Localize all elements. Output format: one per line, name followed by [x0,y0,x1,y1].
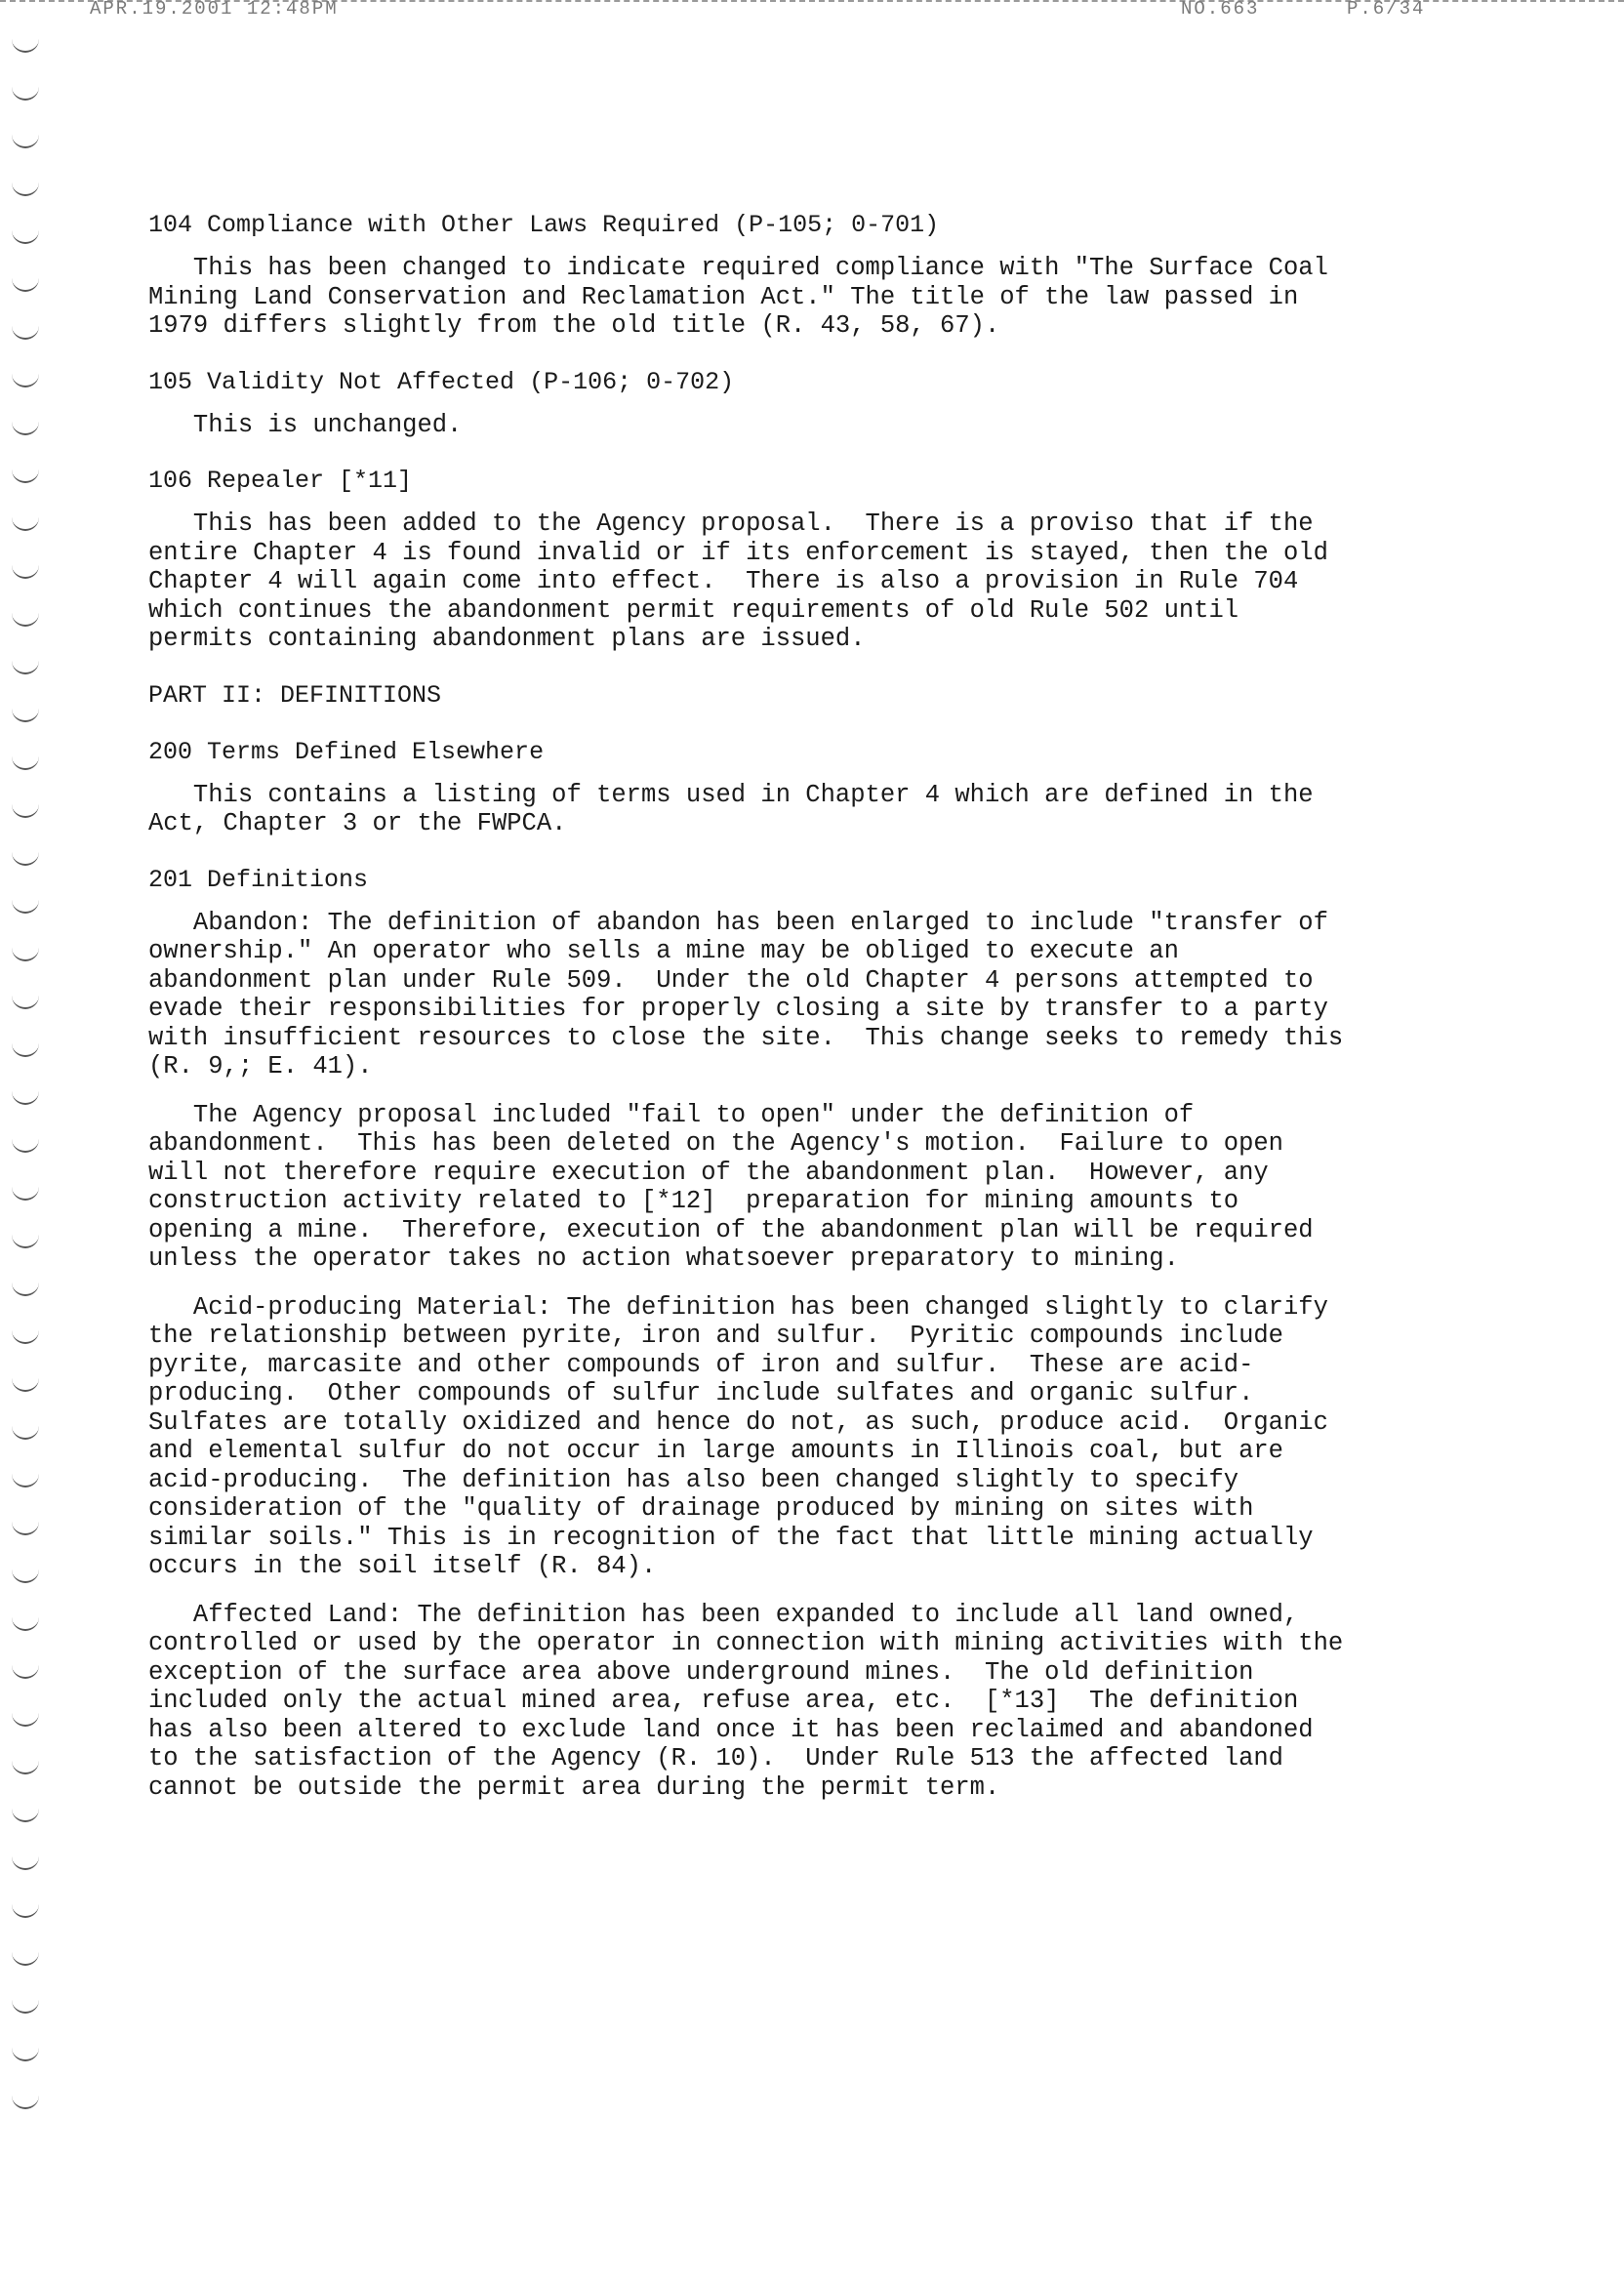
section-200 [148,738,1456,838]
binder-hole-mark [12,613,39,627]
binder-hole-mark [12,2048,39,2061]
paragraph-line: to the satisfaction of the Agency (R. 10). Under Rule 513 the affected land [148,1744,1283,1773]
binder-hole-mark [12,1569,39,1583]
binder-hole-mark [12,469,39,483]
binder-hole-margin [6,39,45,2138]
section-106 [148,467,1456,654]
paragraph-line: and elemental sulfur do not occur in large amounts in Illinois coal, but are [148,1437,1283,1465]
paragraph-line: This has been added to the Agency proposal. There is a proviso that if the [148,509,1314,538]
paragraph-line: Act, Chapter 3 or the FWPCA. [148,809,567,837]
binder-hole-mark [12,1378,39,1392]
binder-hole-mark [12,87,39,101]
paragraph-line: occurs in the soil itself (R. 84). [148,1552,657,1580]
paragraph-line: which continues the abandonment permit requirements of old Rule 502 until [148,595,1239,625]
paragraph-line: controlled or used by the operator in connection with mining activities with the [148,1629,1344,1657]
binder-hole-mark [12,1904,39,1918]
paragraph-line: will not therefore require execution of the abandonment plan. However, any [148,1158,1269,1187]
paragraph-line: exception of the surface area above underground mines. The old definition [148,1657,1254,1687]
binder-hole-mark [12,1187,39,1201]
binder-hole-mark [12,517,39,531]
binder-hole-mark [12,1809,39,1822]
binder-hole-mark [12,1665,39,1679]
binder-hole-mark [12,326,39,340]
part-heading: PART II: DEFINITIONS [148,680,442,710]
binder-hole-mark [12,135,39,148]
section-heading: 201 Definitions [148,865,369,894]
binder-hole-mark [12,1043,39,1057]
section-105 [148,368,1456,440]
paragraph-line: permits containing abandonment plans are issued. [148,625,866,653]
paragraph-line: acid-producing. The definition has also been changed slightly to specify [148,1465,1239,1494]
binder-hole-mark [12,1856,39,1870]
fax-header-number: NO.663 [1181,0,1260,20]
paragraph-line: unless the operator takes no action whatsoever preparatory to mining. [148,1244,1179,1273]
binder-hole-mark [12,1426,39,1440]
binder-hole-mark [12,1235,39,1248]
definition-abandon-continued [148,1101,1456,1274]
paragraph-line: producing. Other compounds of sulfur include sulfates and organic sulfur. [148,1379,1254,1407]
binder-hole-mark [12,900,39,914]
binder-hole-mark [12,709,39,722]
binder-hole-mark [12,1283,39,1296]
paragraph-line: with insufficient resources to close the site. This change seeks to remedy this [148,1023,1344,1052]
binder-hole-mark [12,374,39,387]
paragraph-line: Sulfates are totally oxidized and hence do not, as such, produce acid. Organic [148,1407,1328,1437]
paragraph-line: abandonment. This has been deleted on the Agency's motion. Failure to open [148,1129,1283,1158]
binder-hole-mark [12,852,39,866]
binder-hole-mark [12,230,39,244]
paragraph-line: Acid-producing Material: The definition has been changed slightly to clarify [148,1292,1328,1322]
paragraph-line: Abandon: The definition of abandon has been enlarged to include "transfer of [148,908,1328,937]
definition-abandon [148,909,1456,1081]
binder-hole-mark [12,183,39,196]
binder-hole-mark [12,1139,39,1153]
binder-hole-mark [12,804,39,818]
binder-hole-mark [12,2096,39,2109]
paragraph-line: Mining Land Conservation and Reclamation Act." The title of the law passed in [148,282,1299,311]
binder-hole-mark [12,565,39,579]
binder-hole-mark [12,1952,39,1966]
binder-hole-mark [12,661,39,674]
definition-acid-producing-material [148,1293,1456,1581]
paragraph-line: cannot be outside the permit area during the permit term. [148,1773,1000,1802]
fax-header-page: P.6/34 [1347,0,1426,20]
definition-affected-land [148,1601,1456,1803]
binder-hole-mark [12,422,39,435]
binder-hole-mark [12,996,39,1009]
fax-header-datetime: APR.19.2001 12:48PM [90,0,339,20]
paragraph-line: the relationship between pyrite, iron and sulfur. Pyritic compounds include [148,1322,1283,1350]
section-heading: 200 Terms Defined Elsewhere [148,737,545,766]
paragraph-line: similar soils." This is in recognition of the fact that little mining actually [148,1523,1314,1552]
paragraph-line: Affected Land: The definition has been expanded to include all land owned, [148,1600,1299,1629]
section-heading: 105 Validity Not Affected (P-106; 0-702) [148,367,735,396]
paragraph-line: opening a mine. Therefore, execution of the abandonment plan will be required [148,1215,1314,1244]
binder-hole-mark [12,1330,39,1344]
binder-hole-mark [12,1713,39,1727]
paragraph-line: has also been altered to exclude land once it has been reclaimed and abandoned [148,1715,1314,1744]
binder-hole-mark [12,1091,39,1105]
paragraph-line: consideration of the "quality of drainage produced by mining on sites with [148,1494,1254,1523]
paragraph-line: This is unchanged. [148,410,463,439]
binder-hole-mark [12,1474,39,1487]
section-104 [148,211,1456,341]
binder-hole-mark [12,948,39,961]
paragraph-line: (R. 9,; E. 41). [148,1052,373,1080]
paragraph-line: pyrite, marcasite and other compounds of iron and sulfur. These are acid- [148,1350,1254,1379]
section-201 [148,866,1456,1803]
binder-hole-mark [12,756,39,770]
binder-hole-mark [12,278,39,292]
paragraph-line: entire Chapter 4 is found invalid or if its enforcement is stayed, then the old [148,538,1328,567]
binder-hole-mark [12,1522,39,1535]
paragraph-line: evade their responsibilities for properly closing a site by transfer to a party [148,995,1328,1023]
binder-hole-mark [12,39,39,53]
paragraph-line: Chapter 4 will again come into effect. There is also a provision in Rule 704 [148,567,1299,595]
paragraph-line: abandonment plan under Rule 509. Under the old Chapter 4 persons attempted to [148,965,1314,995]
section-heading: 106 Repealer [*11] [148,467,413,495]
paragraph-line: construction activity related to [*12] preparation for mining amounts to [148,1187,1239,1215]
section-heading: 104 Compliance with Other Laws Required (P-105; 0-701) [148,211,940,239]
paragraph-line: This contains a listing of terms used in Chapter 4 which are defined in the [148,780,1314,809]
paragraph-line: ownership." An operator who sells a mine may be obliged to execute an [148,937,1179,965]
paragraph-line: 1979 differs slightly from the old title (R. 43, 58, 67). [148,311,1000,340]
paragraph-line: included only the actual mined area, refuse area, etc. [*13] The definition [148,1687,1299,1715]
binder-hole-mark [12,1617,39,1631]
binder-hole-mark [12,1761,39,1774]
paragraph-line: This has been changed to indicate required compliance with "The Surface Coal [148,254,1328,282]
fax-header [0,0,1624,18]
paragraph-line: The Agency proposal included "fail to open" under the definition of [148,1100,1195,1129]
document-body [148,211,1456,1802]
binder-hole-mark [12,2000,39,2014]
